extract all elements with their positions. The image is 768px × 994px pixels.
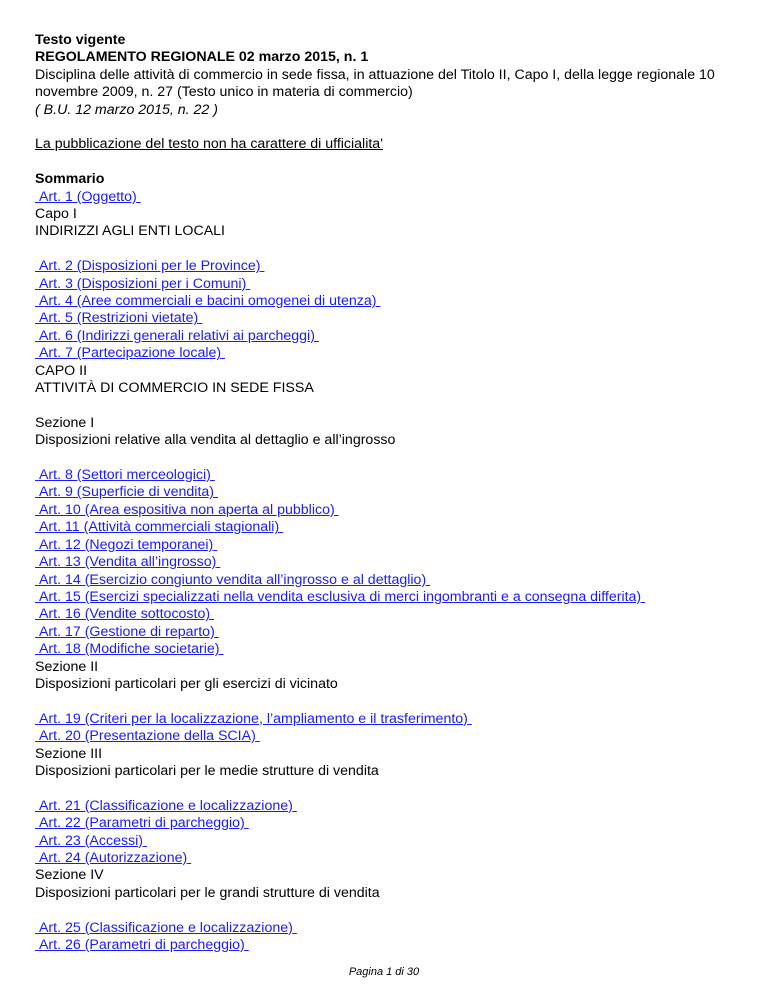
page-number: Pagina 1 di 30 <box>348 966 420 978</box>
sezione-3-label: Sezione III <box>35 745 103 762</box>
toc-link-art-5[interactable]: Art. 5 (Restrizioni vietate) <box>38 310 199 327</box>
document-description-line-2: novembre 2009, n. 27 (Testo unico in materia di commercio) <box>35 84 413 101</box>
toc-link-art-16[interactable]: Art. 16 (Vendite sottocosto) <box>38 606 211 623</box>
sezione-2-label: Sezione II <box>35 658 99 675</box>
capo-2-title: ATTIVITÀ DI COMMERCIO IN SEDE FISSA <box>35 380 314 397</box>
toc-link-art-2[interactable]: Art. 2 (Disposizioni per le Province) <box>38 258 261 275</box>
toc-link-art-22[interactable]: Art. 22 (Parametri di parcheggio) <box>38 815 245 832</box>
toc-link-art-23[interactable]: Art. 23 (Accessi) <box>38 832 144 849</box>
toc-link-art-7[interactable]: Art. 7 (Partecipazione locale) <box>38 345 222 362</box>
toc-link-art-6[interactable]: Art. 6 (Indirizzi generali relativi ai parcheggi) <box>38 327 315 344</box>
capo-1-label: Capo I <box>35 206 77 223</box>
toc-link-art-21[interactable]: Art. 21 (Classificazione e localizzazione) <box>38 797 293 814</box>
toc-link-art-1[interactable]: Art. 1 (Oggetto) <box>38 188 137 205</box>
capo-2-label: CAPO II <box>35 362 88 379</box>
toc-link-art-15[interactable]: Art. 15 (Esercizi specializzati nella vendita esclusiva di merci ingombranti e a consegna differita) <box>38 588 642 605</box>
document-status: Testo vigente <box>35 32 126 48</box>
bulletin-reference: ( B.U. 12 marzo 2015, n. 22 ) <box>35 101 218 118</box>
toc-link-art-20[interactable]: Art. 20 (Presentazione della SCIA) <box>38 728 256 745</box>
capo-1-title: INDIRIZZI AGLI ENTI LOCALI <box>35 223 225 240</box>
sezione-1-label: Sezione I <box>35 414 95 431</box>
toc-link-art-12[interactable]: Art. 12 (Negozi temporanei) <box>38 536 214 553</box>
disclaimer: La pubblicazione del testo non ha carattere di ufficialita' <box>35 136 383 153</box>
toc-link-art-11[interactable]: Art. 11 (Attività commerciali stagionali) <box>38 519 280 536</box>
sezione-4-title: Disposizioni particolari per le grandi strutture di vendita <box>35 884 380 901</box>
toc-link-art-26[interactable]: Art. 26 (Parametri di parcheggio) <box>38 937 245 953</box>
toc-link-art-9[interactable]: Art. 9 (Superficie di vendita) <box>38 484 215 501</box>
toc-link-art-24[interactable]: Art. 24 (Autorizzazione) <box>38 849 188 866</box>
toc-link-art-14[interactable]: Art. 14 (Esercizio congiunto vendita all’ingrosso e al dettaglio) <box>38 571 427 588</box>
toc-link-art-25[interactable]: Art. 25 (Classificazione e localizzazione) <box>38 919 293 936</box>
sezione-1-title: Disposizioni relative alla vendita al dettaglio e all’ingrosso <box>35 432 396 449</box>
toc-link-art-17[interactable]: Art. 17 (Gestione di reparto) <box>38 623 215 640</box>
document-page <box>35 32 735 954</box>
toc-link-art-4[interactable]: Art. 4 (Aree commerciali e bacini omogenei di utenza) <box>38 293 377 310</box>
sezione-2-title: Disposizioni particolari per gli esercizi di vicinato <box>35 675 338 692</box>
document-description-line-1: Disciplina delle attività di commercio in sede fissa, in attuazione del Titolo II, Capo I, della legge regionale 10 <box>35 66 715 83</box>
toc-link-art-3[interactable]: Art. 3 (Disposizioni per i Comuni) <box>38 275 247 292</box>
toc-link-art-13[interactable]: Art. 13 (Vendita all’ingrosso) <box>38 554 217 571</box>
toc-link-art-19[interactable]: Art. 19 (Criteri per la localizzazione, l’ampliamento e il trasferimento) <box>38 710 468 727</box>
sezione-3-title: Disposizioni particolari per le medie strutture di vendita <box>35 762 379 779</box>
document-title: REGOLAMENTO REGIONALE 02 marzo 2015, n. 1 <box>35 49 369 66</box>
toc-link-art-8[interactable]: Art. 8 (Settori merceologici) <box>38 467 211 484</box>
sezione-4-label: Sezione IV <box>35 867 104 884</box>
summary-title: Sommario <box>35 171 105 188</box>
toc-link-art-18[interactable]: Art. 18 (Modifiche societarie) <box>38 641 220 658</box>
toc-link-art-10[interactable]: Art. 10 (Area espositiva non aperta al pubblico) <box>38 501 335 518</box>
